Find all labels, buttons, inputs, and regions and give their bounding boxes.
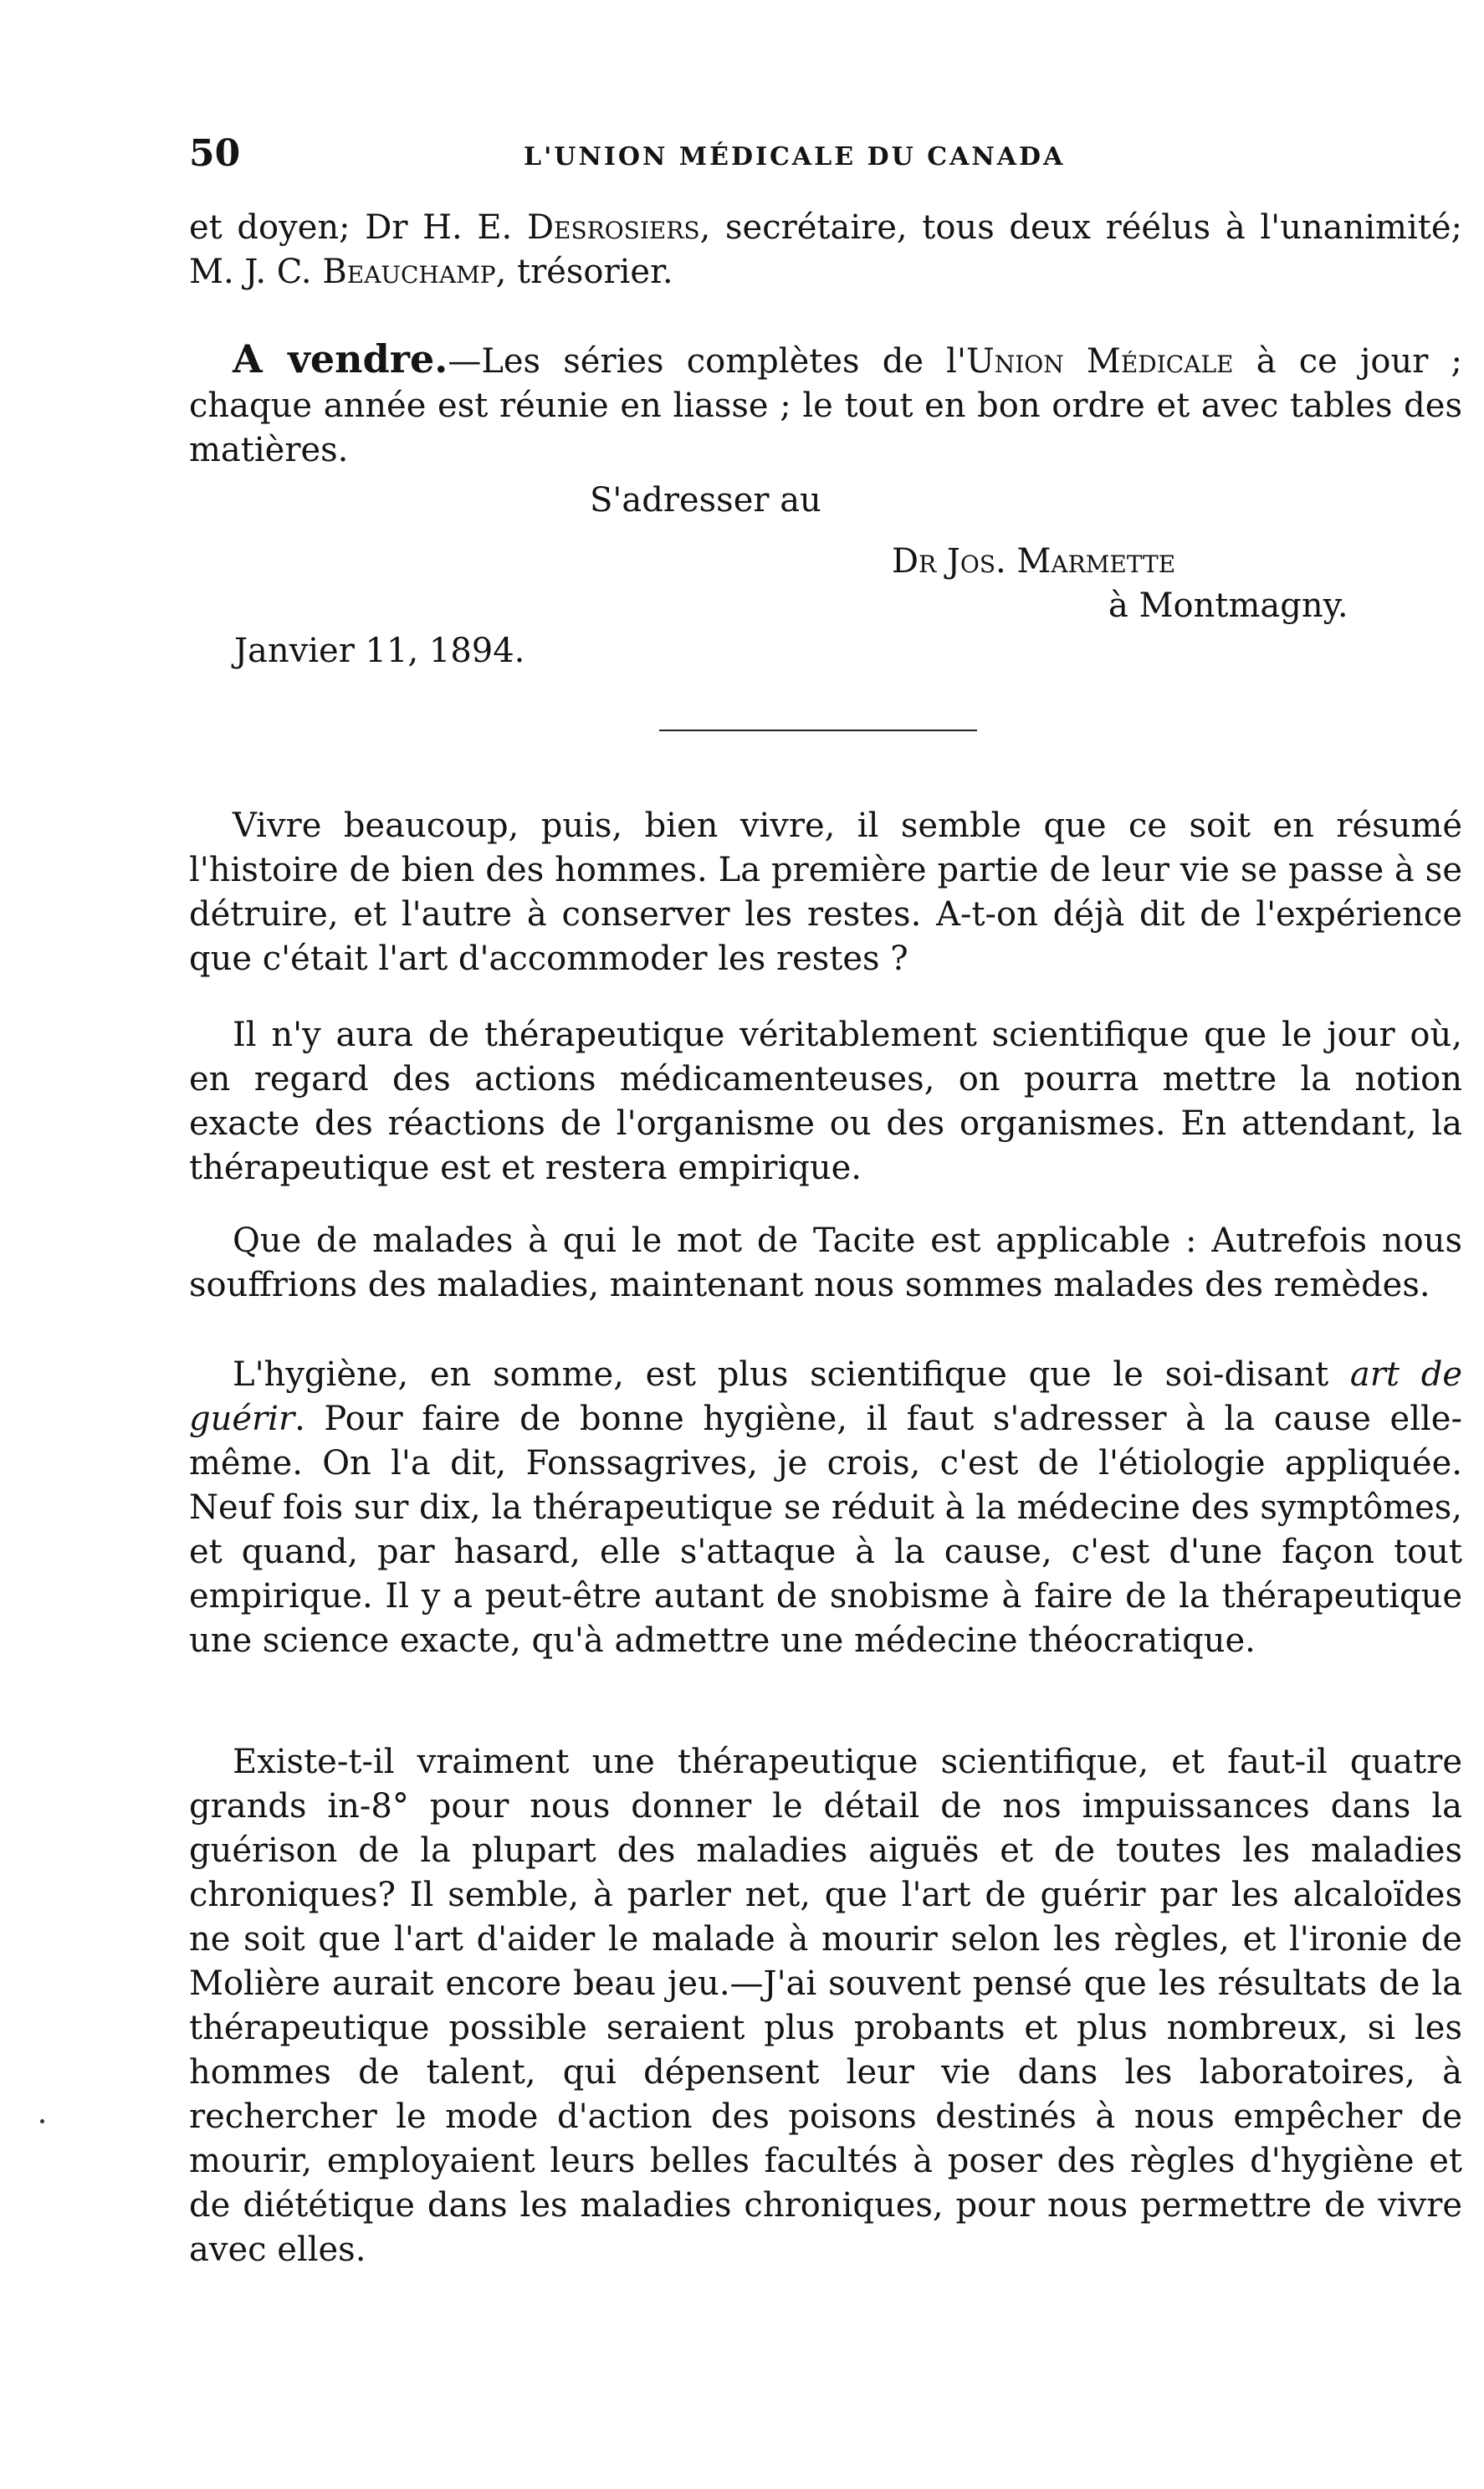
paragraph-vivre: Vivre beaucoup, puis, bien vivre, il semble que ce soit en résumé l'histoire de bien des hommes. La première partie de leur vie se passe à se détruire, et l'autre à conserver les restes. A-t-on déjà dit de l'expérience que c'était l'art d'accommoder les restes ? xyxy=(189,807,1462,978)
address-date: Janvier 11, 1894. xyxy=(234,632,525,670)
section-divider xyxy=(659,730,977,731)
paragraph-election xyxy=(189,206,1462,294)
text-run: , trésorier. xyxy=(495,253,673,291)
person-name: Beauchamp xyxy=(322,253,496,291)
paragraph-scientifique: Existe-t-il vraiment une thérapeutique scientifique, et faut-il quatre grands in-8° pour nous donner le détail de nos impuissances dans la guérison de la plupart des maladies aiguës et de toutes les maladies chroniques? Il semble, à parler net, que l'art de guérir par les alcaloïdes ne soit que l'art d'aider le malade à mourir selon les règles, et l'ironie de Molière aurait encore beau jeu.—J'ai souvent pensé que les résultats de la thérapeutique possible seraient plus probants et plus nombreux, si les hommes de talent, qui dépensent leur vie dans les laboratoires, à rechercher le mode d'action des poisons destinés à nous empêcher de mourir, employaient leurs belles facultés à poser des règles d'hygiène et de diététique dans les maladies chroniques, pour nous permettre de vivre avec elles. xyxy=(189,1743,1462,2269)
text-run: —Les séries complètes de l' xyxy=(448,342,966,381)
paragraph-for-sale xyxy=(189,337,1462,473)
text-run: . Pour faire de bonne hygiène, il faut s'adresser à la cause elle-même. On l'a dit, Fonssagrives, je crois, c'est de l'étiologie appliquée. Neuf fois sur dix, la thérapeutique se réduit à la médecine des symptômes, et quand, par hasard, elle s'attaque à la cause, c'est d'une façon tout empirique. Il y a peut-être autant de snobisme à faire de la thérapeutique une science exacte, qu'à admettre une médecine théocratique. xyxy=(189,1400,1462,1660)
address-line: S'adresser au xyxy=(590,481,821,520)
text-run: à ce jour ; chaque année est réunie en liasse ; le tout en bon ordre et avec tables des matières. xyxy=(189,342,1463,469)
paragraph-hygiene xyxy=(189,1353,1462,1663)
italic-phrase: art de guérir xyxy=(189,1355,1462,1438)
address-name xyxy=(892,540,1175,584)
text-run: , secrétaire, tous deux réélus à l'unanimité; M. J. C. xyxy=(189,208,1463,291)
journal-name: Union Médicale xyxy=(965,342,1234,381)
page-number: 50 xyxy=(189,132,241,175)
person-name: Desrosiers xyxy=(526,208,700,247)
running-title: L'UNION MÉDICALE DU CANADA xyxy=(524,142,1066,172)
text-run: et doyen; Dr H. E. xyxy=(189,208,527,247)
address-place: à Montmagny. xyxy=(1108,586,1348,625)
paragraph-therapeutique: Il n'y aura de thérapeutique véritablement scientifique que le jour où, en regard des actions médicamenteuses, on pourra mettre la notion exacte des réactions de l'organisme ou des organismes. En attendant, la thérapeutique est et restera empirique. xyxy=(189,1016,1462,1187)
for-sale-heading: A vendre. xyxy=(233,336,448,382)
person-name: Marmette xyxy=(1016,542,1176,581)
text-run: L'hygiène, en somme, est plus scientifique que le soi-disant xyxy=(233,1355,1350,1394)
page-header xyxy=(189,132,1462,182)
margin-mark xyxy=(40,2119,44,2123)
paragraph-tacite: Que de malades à qui le mot de Tacite est applicable : Autrefois nous souffrions des maladies, maintenant nous sommes malades des remèdes. xyxy=(189,1221,1462,1304)
text-run: Dr Jos. xyxy=(892,542,1017,581)
